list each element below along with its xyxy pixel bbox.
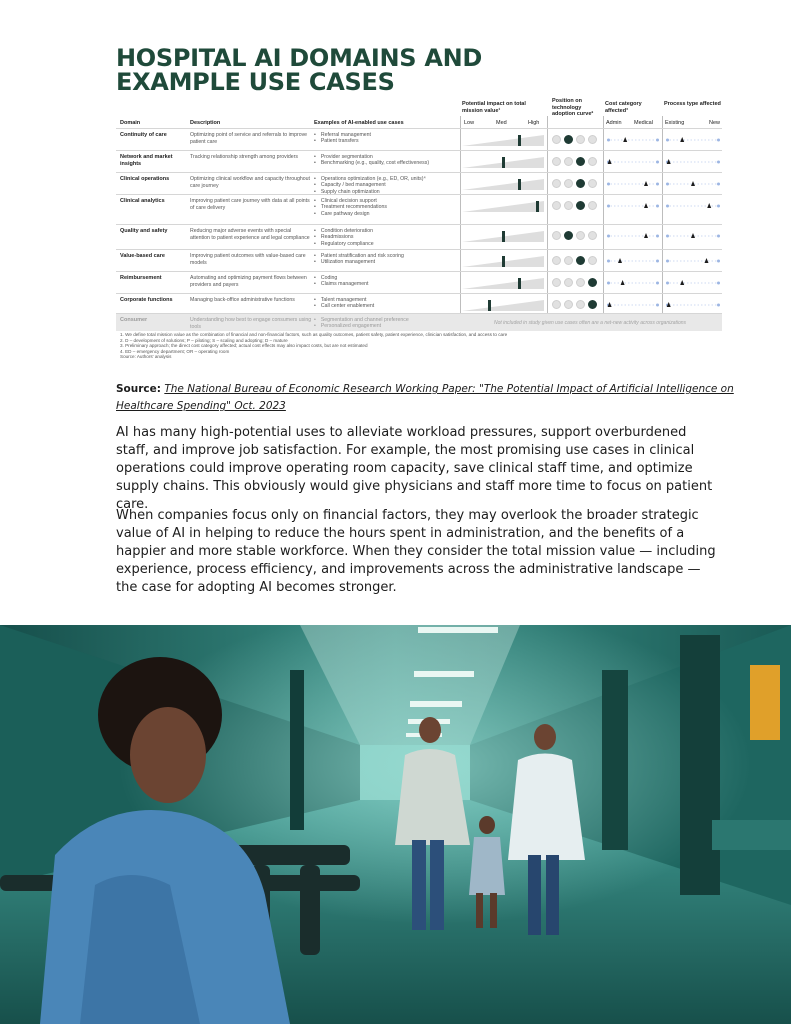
process-end-dot <box>666 260 669 263</box>
impact-wedge <box>462 298 544 312</box>
row-domain: Consumer <box>120 317 148 323</box>
header-cost-admin: Admin <box>606 120 622 126</box>
footnote: 1. We define total mission value as the combination of financial and non-financial factors, such as quality outcomes, patient safety, patient experience, clinician satisfaction, and access to care <box>120 332 508 337</box>
cost-dot-line <box>607 179 659 189</box>
cost-end-dot <box>656 282 659 285</box>
process-end-dot <box>717 161 720 164</box>
cost-end-dot <box>656 139 659 142</box>
process-dot-line <box>666 157 720 167</box>
photo-illustration <box>0 625 791 1024</box>
cost-dot-line <box>607 256 659 266</box>
cost-end-dot <box>607 205 610 208</box>
row-use-cases <box>314 297 462 310</box>
process-marker <box>680 137 684 142</box>
use-case-item: • Benchmarking (e.g., quality, cost effectiveness) <box>314 160 462 166</box>
cost-marker <box>644 181 648 186</box>
cost-marker <box>623 137 627 142</box>
cost-marker <box>644 233 648 238</box>
header-description: Description <box>190 120 221 126</box>
row-domain: Network and market insights <box>120 154 173 167</box>
cost-end-dot <box>656 304 659 307</box>
process-end-dot <box>717 183 720 186</box>
header-impact-high: High <box>528 120 540 126</box>
process-marker <box>691 181 695 186</box>
process-marker <box>707 203 711 208</box>
table-row <box>116 224 722 250</box>
table-row <box>116 194 722 225</box>
adoption-stage-circle <box>588 179 597 188</box>
row-domain: Corporate functions <box>120 297 173 303</box>
adoption-stage-circle <box>588 231 597 240</box>
row-domain: Reimbursement <box>120 275 162 281</box>
table-row <box>116 249 722 272</box>
process-end-dot <box>717 235 720 238</box>
use-case-item: • Patient transfers <box>314 138 462 144</box>
process-dot-line <box>666 300 720 310</box>
table-footnotes <box>120 332 720 360</box>
use-case-item: • Referral management <box>314 132 462 138</box>
footnote: 4. ED – emergency department; OR – operating room <box>120 348 230 354</box>
cost-dot-line <box>607 201 659 211</box>
adoption-stage-circle <box>564 135 573 144</box>
row-description: Automating and optimizing payment flows between providers and payers <box>190 275 307 288</box>
use-case-item: • Segmentation and channel preference <box>314 317 462 323</box>
impact-wedge <box>462 133 544 147</box>
impact-marker <box>518 135 521 146</box>
process-marker <box>705 258 709 263</box>
cost-end-dot <box>607 235 610 238</box>
impact-scale <box>462 201 544 212</box>
hospital-hallway-photo <box>0 625 791 1024</box>
use-case-item: • Regulatory compliance <box>314 241 462 247</box>
use-case-item: • Talent management <box>314 297 462 303</box>
cost-marker <box>644 203 648 208</box>
header-curve: Position on technology adoption curve² <box>552 98 594 117</box>
cost-end-dot <box>656 161 659 164</box>
cost-dot-line <box>607 300 659 310</box>
table-row <box>116 271 722 294</box>
use-case-item: • Utilization management <box>314 259 462 265</box>
process-end-dot <box>717 139 720 142</box>
body-paragraph: When companies focus only on financial factors, they may overlook the broader strategic value of AI in helping to reduce the hours spent in administration, and the benefits of a happier and more stable workforce. When they consider the total mission value — including experience, process efficiency, and improvements across the administrative landscape — the case for adopting AI becomes stronger. <box>116 508 716 595</box>
adoption-stage-circle <box>552 201 561 210</box>
use-case-item: • Condition deterioration <box>314 228 462 234</box>
adoption-stage-circle <box>576 256 585 265</box>
impact-marker <box>518 179 521 190</box>
use-case-item: • Clinical decision support <box>314 198 462 204</box>
adoption-stage-circle <box>588 201 597 210</box>
impact-wedge <box>462 155 544 169</box>
process-dot-line <box>666 201 720 211</box>
header-process-existing: Existing <box>665 120 685 126</box>
process-marker <box>691 233 695 238</box>
impact-wedge <box>462 276 544 290</box>
use-case-item: • Capacity / bed management <box>314 182 462 188</box>
use-case-item: • Supply chain optimization <box>314 189 462 195</box>
row-description: Improving patient outcomes with value-based care models <box>190 253 306 266</box>
adoption-stage-circle <box>576 179 585 188</box>
row-use-cases <box>314 317 462 330</box>
adoption-stage-circle <box>552 231 561 240</box>
row-domain: Value-based care <box>120 253 165 259</box>
cost-dot-line <box>607 278 659 288</box>
impact-wedge <box>462 254 544 268</box>
row-use-cases <box>314 176 462 195</box>
use-case-item: • Claims management <box>314 281 462 287</box>
adoption-stages <box>552 278 602 288</box>
use-case-item: • Readmissions <box>314 234 462 240</box>
row-use-cases <box>314 198 462 217</box>
row-use-cases <box>314 275 462 288</box>
adoption-stage-circle <box>564 201 573 210</box>
process-end-dot <box>717 282 720 285</box>
cost-end-dot <box>607 260 610 263</box>
cost-dot-line <box>607 157 659 167</box>
adoption-stages <box>552 201 602 211</box>
impact-wedge <box>462 177 544 191</box>
adoption-stage-circle <box>564 300 573 309</box>
process-dot-line <box>666 278 720 288</box>
use-case-item: • Treatment recommendations <box>314 204 462 210</box>
impact-scale <box>462 278 544 289</box>
impact-wedge <box>462 199 544 213</box>
adoption-stage-circle <box>588 256 597 265</box>
header-impact-low: Low <box>464 120 475 126</box>
adoption-stage-circle <box>552 157 561 166</box>
adoption-stage-circle <box>576 157 585 166</box>
adoption-stage-circle <box>588 278 597 287</box>
impact-scale <box>462 135 544 146</box>
table-row <box>116 128 722 151</box>
row-domain: Quality and safety <box>120 228 168 234</box>
process-dot-line <box>666 179 720 189</box>
use-case-item: • Call center enablement <box>314 303 462 309</box>
row-description: Optimizing clinical workflow and capacity throughout care journey <box>190 176 310 189</box>
adoption-stages <box>552 256 602 266</box>
adoption-stage-circle <box>564 231 573 240</box>
impact-marker <box>502 231 505 242</box>
row-use-cases <box>314 228 462 247</box>
header-impact-med: Med <box>496 120 507 126</box>
footnote: 3. Preliminary approach; the direct cost category affected; actual cost effects may also impact costs, but are not estimated <box>120 343 368 349</box>
adoption-stage-circle <box>564 157 573 166</box>
table-row <box>116 313 722 331</box>
cost-end-dot <box>607 183 610 186</box>
adoption-stage-circle <box>576 300 585 309</box>
adoption-stages <box>552 300 602 310</box>
cost-marker <box>618 258 622 263</box>
impact-scale <box>462 179 544 190</box>
impact-marker <box>502 256 505 267</box>
row-description: Tracking relationship strength among providers <box>190 154 298 160</box>
cost-end-dot <box>656 205 659 208</box>
adoption-stage-circle <box>576 231 585 240</box>
impact-marker <box>536 201 539 212</box>
row-domain: Clinical operations <box>120 176 170 182</box>
row-description: Managing back-office administrative functions <box>190 297 295 303</box>
adoption-stage-circle <box>552 278 561 287</box>
use-case-item: • Operations optimization (e.g., ED, OR, units)⁴ <box>314 176 462 182</box>
header-process-new: New <box>709 120 721 126</box>
impact-marker <box>518 278 521 289</box>
gray-note: Not included in study given use cases often are a net-new activity across organizations <box>494 320 687 326</box>
use-case-item: • Patient stratification and risk scoring <box>314 253 462 259</box>
table-row <box>116 293 722 314</box>
cost-end-dot <box>607 282 610 285</box>
cost-marker <box>621 280 625 285</box>
process-dot-line <box>666 135 720 145</box>
page-title: HOSPITAL AI DOMAINS AND EXAMPLE USE CASES <box>116 44 483 96</box>
adoption-stages <box>552 157 602 167</box>
use-case-item: • Coding <box>314 275 462 281</box>
adoption-stage-circle <box>564 256 573 265</box>
footnote: Source: Authors' analysis <box>120 354 172 360</box>
header-cost: Cost category affected³ <box>605 101 642 114</box>
process-marker <box>680 280 684 285</box>
header-uses: Examples of AI-enabled use cases <box>314 120 404 126</box>
use-case-item: • Personalized engagement <box>314 323 462 329</box>
header-cost-medical: Medical <box>634 120 653 126</box>
table-row <box>116 150 722 173</box>
adoption-stage-circle <box>552 300 561 309</box>
row-domain: Clinical analytics <box>120 198 165 204</box>
impact-scale <box>462 300 544 311</box>
header-process: Process type affected <box>664 101 721 107</box>
adoption-stage-circle <box>588 300 597 309</box>
source-citation <box>116 381 736 415</box>
process-end-dot <box>666 183 669 186</box>
footnote: 2. D – development of solutions; P – piloting; S – scaling and adopting; D – mature <box>120 337 288 343</box>
adoption-stages <box>552 179 602 189</box>
row-description: Understanding how best to engage consumers using tools <box>190 317 312 330</box>
cost-end-dot <box>656 235 659 238</box>
adoption-stage-circle <box>588 135 597 144</box>
cost-dot-line <box>607 135 659 145</box>
impact-marker <box>502 157 505 168</box>
use-case-item: • Care pathway design <box>314 211 462 217</box>
process-dot-line <box>666 231 720 241</box>
adoption-stages <box>552 135 602 145</box>
use-case-table <box>116 98 722 364</box>
row-description: Improving patient care journey with data at all points of care delivery <box>190 198 310 211</box>
process-end-dot <box>717 260 720 263</box>
adoption-stage-circle <box>552 179 561 188</box>
adoption-stage-circle <box>552 135 561 144</box>
adoption-stages <box>552 231 602 241</box>
process-end-dot <box>666 205 669 208</box>
cost-end-dot <box>656 183 659 186</box>
cost-dot-line <box>607 231 659 241</box>
process-end-dot <box>666 235 669 238</box>
adoption-stage-circle <box>576 278 585 287</box>
cost-end-dot <box>607 139 610 142</box>
row-use-cases <box>314 154 462 167</box>
adoption-stage-circle <box>564 278 573 287</box>
process-end-dot <box>666 139 669 142</box>
process-end-dot <box>717 205 720 208</box>
header-impact: Potential impact on total mission value¹ <box>462 101 526 114</box>
row-domain: Continuity of care <box>120 132 167 138</box>
process-end-dot <box>666 282 669 285</box>
impact-wedge <box>462 229 544 243</box>
adoption-stage-circle <box>552 256 561 265</box>
row-use-cases <box>314 253 462 266</box>
adoption-stage-circle <box>564 179 573 188</box>
row-description: Reducing major adverse events with special attention to patient experience and legal compliance <box>190 228 310 241</box>
cost-end-dot <box>656 260 659 263</box>
source-link[interactable]: The National Bureau of Economic Research Working Paper: "The Potential Impact of Artificial Intelligence on Healthcare Spending" Oct. 2023 <box>116 383 734 412</box>
row-description: Optimizing point of service and referrals to improve patient care <box>190 132 308 145</box>
process-dot-line <box>666 256 720 266</box>
body-paragraph: AI has many high-potential uses to alleviate workload pressures, support overburdened staff, and improve job satisfaction. For example, the most promising use cases in clinical operations could improve operating room capacity, save clinical staff time, and optimize supply chains. This obviously would give physicians and staff more time to focus on patient care. <box>116 425 713 512</box>
source-label: Source: <box>116 383 161 395</box>
impact-marker <box>488 300 491 311</box>
header-domain: Domain <box>120 120 141 126</box>
use-case-item: • Provider segmentation <box>314 154 462 160</box>
table-row <box>116 172 722 195</box>
row-use-cases <box>314 132 462 145</box>
adoption-stage-circle <box>576 201 585 210</box>
adoption-stage-circle <box>588 157 597 166</box>
process-end-dot <box>717 304 720 307</box>
adoption-stage-circle <box>576 135 585 144</box>
